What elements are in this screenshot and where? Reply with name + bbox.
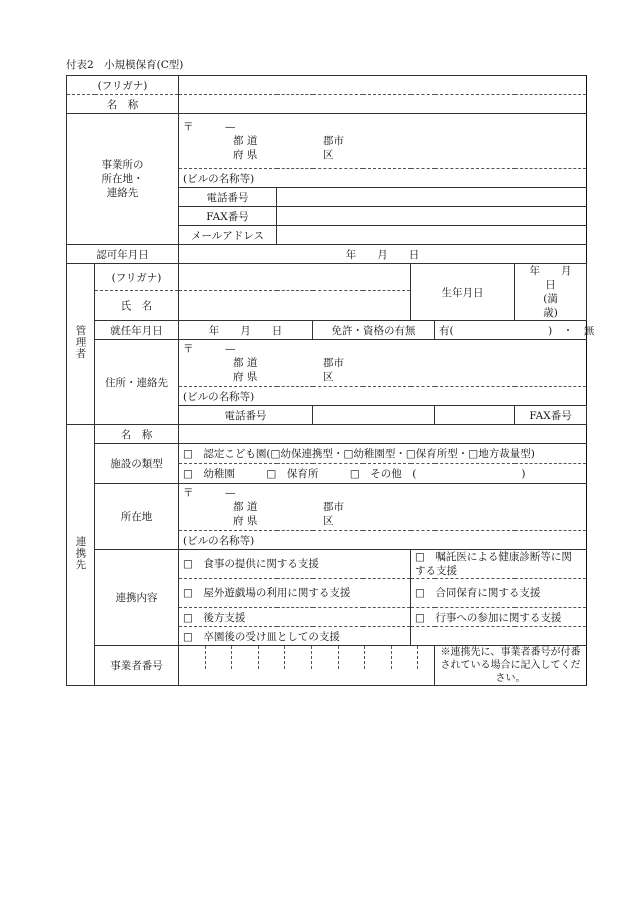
appoint-date-label: 就任年月日	[95, 321, 179, 340]
fax-field[interactable]	[277, 207, 587, 226]
manager-fuken-label: 府 県	[233, 371, 258, 383]
birth-date-format: 年 月 日	[529, 265, 593, 291]
partner-gunshi-label: 郡市	[323, 501, 345, 513]
support-item-empty[interactable]	[411, 627, 587, 646]
tel-label: 電話番号	[179, 188, 277, 207]
partner-todo-label: 都 道	[233, 501, 258, 513]
support-item-4[interactable]: □ 後方支援	[179, 608, 411, 627]
manager-furigana-label: (フリガナ)	[95, 264, 179, 291]
manager-fax-label: FAX番号	[515, 406, 587, 425]
manager-name-label: 氏 名	[95, 291, 179, 321]
support-item-0[interactable]: □ 食事の提供に関する支援	[179, 550, 411, 579]
location-label-text: 事業所の 所在地・ 連絡先	[101, 159, 144, 199]
partner-name-label: 名 称	[95, 425, 179, 444]
partner-location-label: 所在地	[95, 484, 179, 550]
appoint-date-field[interactable]: 年 月 日	[179, 321, 313, 340]
name-field[interactable]	[179, 95, 587, 114]
manager-address-label: 住所・連絡先	[95, 340, 179, 425]
manager-todo-label: 都 道	[233, 357, 258, 369]
name-label: 名 称	[67, 95, 179, 114]
facility-type-label: 施設の類型	[95, 444, 179, 484]
location-label	[67, 114, 179, 245]
postal-mark: 〒 —	[183, 121, 236, 133]
manager-tel-field[interactable]	[313, 406, 435, 425]
application-form-table	[66, 75, 600, 686]
partner-postal-mark: 〒 —	[183, 487, 236, 499]
business-number-digit-box[interactable]	[232, 646, 259, 669]
business-number-box-row	[179, 646, 434, 685]
mail-label: メールアドレス	[179, 226, 277, 245]
manager-ku-label: 区	[323, 371, 334, 383]
partner-fuken-label: 府 県	[233, 515, 258, 527]
business-number-label: 事業者番号	[95, 646, 179, 686]
page-title: 付表2 小規模保育(C型)	[66, 59, 184, 71]
business-number-digit-box[interactable]	[179, 646, 206, 669]
age-format: (満 歳)	[543, 293, 600, 319]
support-item-1[interactable]: □ 嘱託医による健康診断等に関する支援	[411, 550, 587, 579]
business-number-digit-box[interactable]	[392, 646, 419, 669]
address-field[interactable]	[179, 114, 587, 169]
building-field[interactable]: (ビルの名称等)	[179, 169, 587, 188]
support-item-3[interactable]: □ 合同保育に関する支援	[411, 579, 587, 608]
manager-tel-label: 電話番号	[179, 406, 313, 425]
partner-building-field[interactable]: (ビルの名称等)	[179, 531, 587, 550]
support-item-5[interactable]: □ 行事への参加に関する支援	[411, 608, 587, 627]
business-number-digit-box[interactable]	[339, 646, 366, 669]
partner-ku-label: 区	[323, 515, 334, 527]
manager-fax-spacer	[435, 406, 515, 425]
business-number-digit-box[interactable]	[365, 646, 392, 669]
license-field[interactable]: 有( ) ・ 無	[435, 321, 587, 340]
gunshi-label: 郡市	[323, 135, 345, 147]
partner-section-label	[67, 425, 95, 686]
manager-name-field[interactable]	[179, 291, 411, 321]
ku-label: 区	[323, 149, 334, 161]
partner-address-field[interactable]	[179, 484, 587, 531]
fuken-label: 府 県	[233, 149, 258, 161]
support-item-6[interactable]: □ 卒園後の受け皿としての支援	[179, 627, 411, 646]
approval-date-field[interactable]: 年 月 日	[179, 245, 587, 264]
todo-label: 都 道	[233, 135, 258, 147]
tel-field[interactable]	[277, 188, 587, 207]
partner-name-field[interactable]	[179, 425, 587, 444]
manager-address-field[interactable]	[179, 340, 587, 387]
birth-field[interactable]	[515, 264, 600, 321]
manager-building-field[interactable]: (ビルの名称等)	[179, 387, 587, 406]
approval-date-label: 認可年月日	[67, 245, 179, 264]
partner-section-text: 連携先	[74, 535, 87, 571]
manager-furigana-field[interactable]	[179, 264, 411, 291]
partner-content-label: 連携内容	[95, 550, 179, 646]
business-number-digit-box[interactable]	[206, 646, 233, 669]
license-label: 免許・資格の有無	[313, 321, 435, 340]
facility-type-row1[interactable]: □ 認定こども園(□幼保連携型・□幼稚園型・□保育所型・□地方裁量型)	[179, 444, 587, 464]
business-number-digit-box[interactable]	[312, 646, 339, 669]
furigana-label: (フリガナ)	[67, 76, 179, 95]
manager-section-label	[67, 264, 95, 425]
business-number-digit-box[interactable]	[259, 646, 286, 669]
business-number-note: ※連携先に、事業者番号が付番されている場合に記入してください。	[435, 646, 587, 686]
mail-field[interactable]	[277, 226, 587, 245]
manager-section-text: 管理者	[74, 324, 87, 360]
manager-gunshi-label: 郡市	[323, 357, 345, 369]
business-number-digit-box[interactable]	[285, 646, 312, 669]
fax-label: FAX番号	[179, 207, 277, 226]
furigana-field[interactable]	[179, 76, 587, 95]
business-number-boxes[interactable]	[179, 646, 435, 686]
birth-label: 生年月日	[411, 264, 515, 321]
facility-type-row2[interactable]: □ 幼稚園 □ 保育所 □ その他 ( )	[179, 464, 587, 484]
support-item-2[interactable]: □ 屋外遊戯場の利用に関する支援	[179, 579, 411, 608]
manager-postal-mark: 〒 —	[183, 343, 236, 355]
